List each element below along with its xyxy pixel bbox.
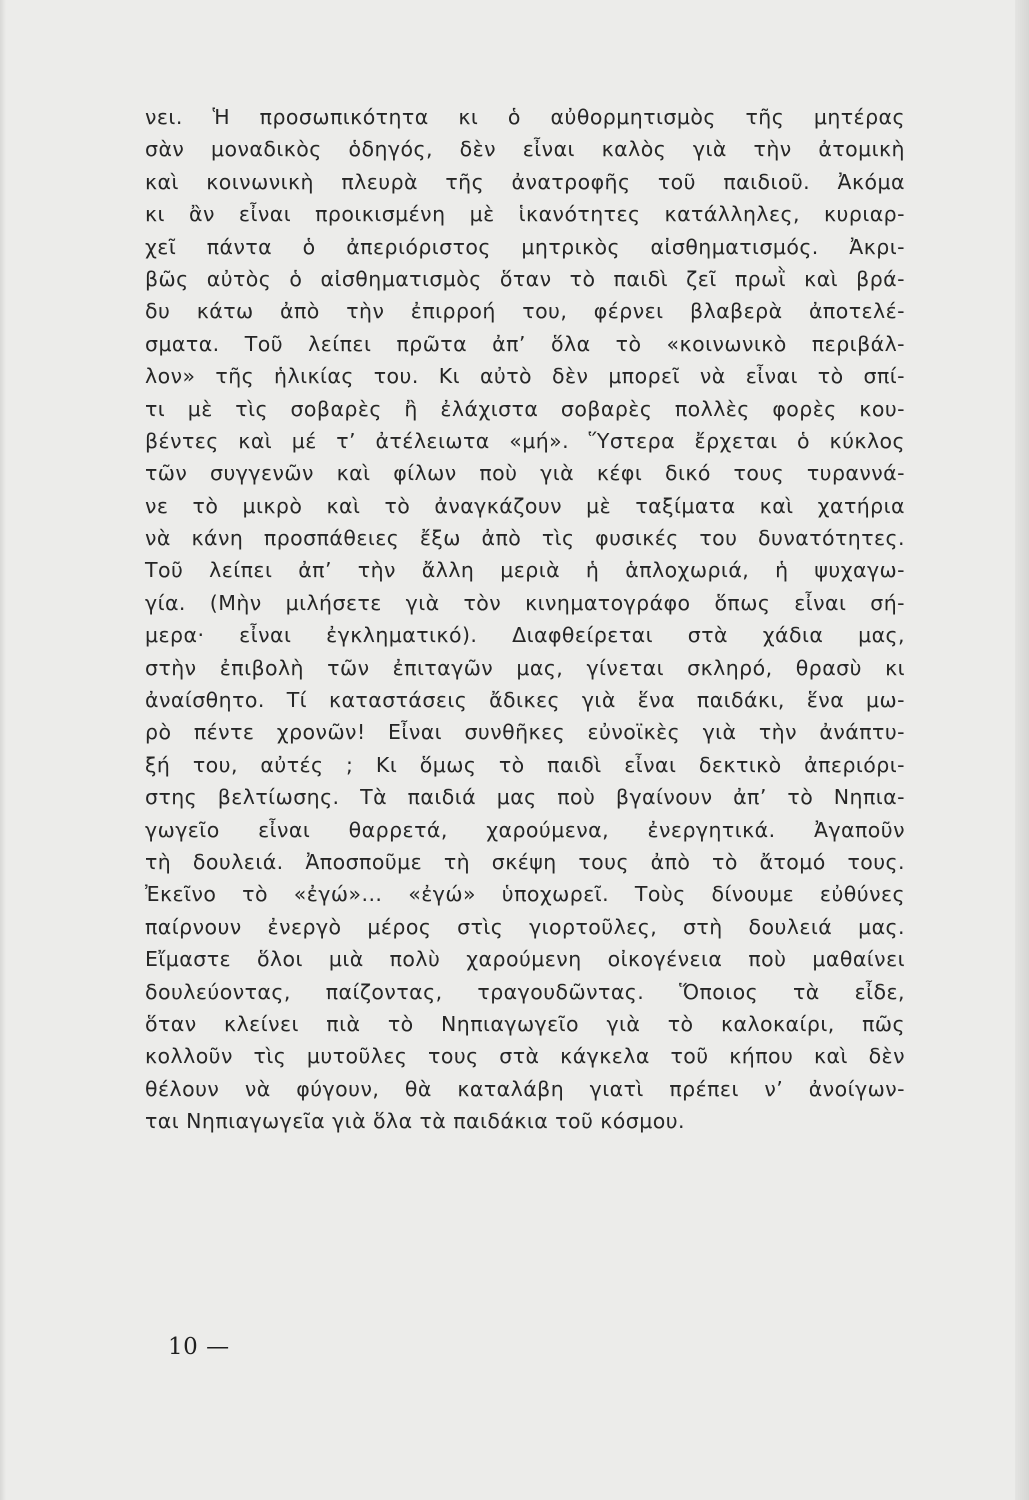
text-line: γωγεῖο εἶναι θαρρετά, χαρούμενα, ἐνεργητικά. Ἀγαποῦν [145, 817, 905, 842]
text-line: δουλεύοντας, παίζοντας, τραγουδῶντας. Ὅποιος τὰ εἶδε, [145, 979, 905, 1004]
body-text [145, 101, 905, 1138]
page-number: 10 — [168, 1334, 230, 1360]
text-line: παίρνουν ἐνεργὸ μέρος στὶς γιορτοῦλες, στὴ δουλειά μας. [145, 914, 905, 939]
text-line: νει. Ἡ προσωπικότητα κι ὁ αὐθορμητισμὸς τῆς μητέρας [145, 105, 905, 129]
text-line: στὴν ἐπιβολὴ τῶν ἐπιταγῶν μας, γίνεται σκληρό, θρασὺ κι [145, 655, 905, 680]
text-line: ἀναίσθητο. Τί καταστάσεις ἄδικες γιὰ ἕνα παιδάκι, ἕνα μω- [145, 688, 905, 713]
text-line: ὅταν κλείνει πιὰ τὸ Νηπιαγωγεῖο γιὰ τὸ καλοκαίρι, πῶς [145, 1011, 905, 1036]
text-line: τι μὲ τὶς σοβαρὲς ἢ ἐλάχιστα σοβαρὲς πολλὲς φορὲς κου- [145, 396, 905, 421]
text-line: λον» τῆς ἡλικίας του. Κι αὐτὸ δὲν μπορεῖ νὰ εἶναι τὸ σπί- [145, 364, 905, 389]
text-line: κι ἂν εἶναι προικισμένη μὲ ἱκανότητες κατάλληλες, κυριαρ- [145, 202, 905, 227]
text-line: σματα. Τοῦ λείπει πρῶτα ἀπ’ ὅλα τὸ «κοινωνικὸ περιβάλ- [145, 331, 905, 356]
text-line: ξή του, αὐτές ; Κι ὅμως τὸ παιδὶ εἶναι δεκτικὸ ἀπεριόρι- [145, 752, 905, 777]
text-line: κολλοῦν τὶς μυτοῦλες τους στὰ κάγκελα τοῦ κήπου καὶ δὲν [145, 1044, 905, 1069]
text-line: τῶν συγγενῶν καὶ φίλων ποὺ γιὰ κέφι δικό τους τυραννά- [145, 461, 905, 486]
text-line: σὰν μοναδικὸς ὁδηγός, δὲν εἶναι καλὸς γιὰ τὴν ἀτομικὴ [145, 137, 905, 162]
text-line: μερα· εἶναι ἐγκληματικό). Διαφθείρεται στὰ χάδια μας, [145, 623, 905, 648]
text-line: θέλουν νὰ φύγουν, θὰ καταλάβη γιατὶ πρέπει ν’ ἀνοίγων- [145, 1076, 905, 1101]
text-line: ρὸ πέντε χρονῶν! Εἶναι συνθῆκες εὐνοϊκὲς γιὰ τὴν ἀνάπτυ- [145, 720, 905, 745]
text-line-last: ται Νηπιαγωγεῖα γιὰ ὅλα τὰ παιδάκια τοῦ κόσμου. [145, 1109, 685, 1134]
text-line: νὰ κάνη προσπάθειες ἔξω ἀπὸ τὶς φυσικές του δυνατότητες. [145, 526, 905, 551]
text-line: νε τὸ μικρὸ καὶ τὸ ἀναγκάζουν μὲ ταξίματα καὶ χατήρια [145, 493, 905, 518]
text-line: Τοῦ λείπει ἀπ’ τὴν ἄλλη μεριὰ ἡ ἁπλοχωριά, ἡ ψυχαγω- [145, 558, 905, 583]
page-gutter-shadow [0, 0, 6, 1500]
text-line: βῶς αὐτὸς ὁ αἰσθηματισμὸς ὅταν τὸ παιδὶ ζεῖ πρωῒ καὶ βρά- [145, 266, 905, 291]
text-line: γία. (Μὴν μιλήσετε γιὰ τὸν κινηματογράφο ὅπως εἶναι σή- [145, 590, 905, 615]
text-line: στης βελτίωσης. Τὰ παιδιά μας ποὺ βγαίνουν ἀπ’ τὸ Νηπια- [145, 785, 905, 810]
text-line: καὶ κοινωνικὴ πλευρὰ τῆς ἀνατροφῆς τοῦ παιδιοῦ. Ἀκόμα [145, 169, 905, 194]
text-line: δυ κάτω ἀπὸ τὴν ἐπιρροή του, φέρνει βλαβερὰ ἀποτελέ- [145, 299, 905, 324]
text-line: τὴ δουλειά. Ἀποσποῦμε τὴ σκέψη τους ἀπὸ τὸ ἄτομό τους. [145, 849, 905, 874]
text-line: Ἐκεῖνο τὸ «ἐγώ»... «ἐγώ» ὑποχωρεῖ. Τοὺς δίνουμε εὐθύνες [145, 882, 905, 907]
text-line: βέντες καὶ μέ τ’ ἀτέλειωτα «μή». Ὕστερα ἔρχεται ὁ κύκλος [145, 428, 905, 453]
text-line: Εἴμαστε ὅλοι μιὰ πολὺ χαρούμενη οἰκογένεια ποὺ μαθαίνει [145, 947, 905, 972]
text-line: χεῖ πάντα ὁ ἀπεριόριστος μητρικὸς αἰσθηματισμός. Ἀκρι- [145, 234, 905, 259]
page-edge-shadow [1015, 0, 1029, 1500]
